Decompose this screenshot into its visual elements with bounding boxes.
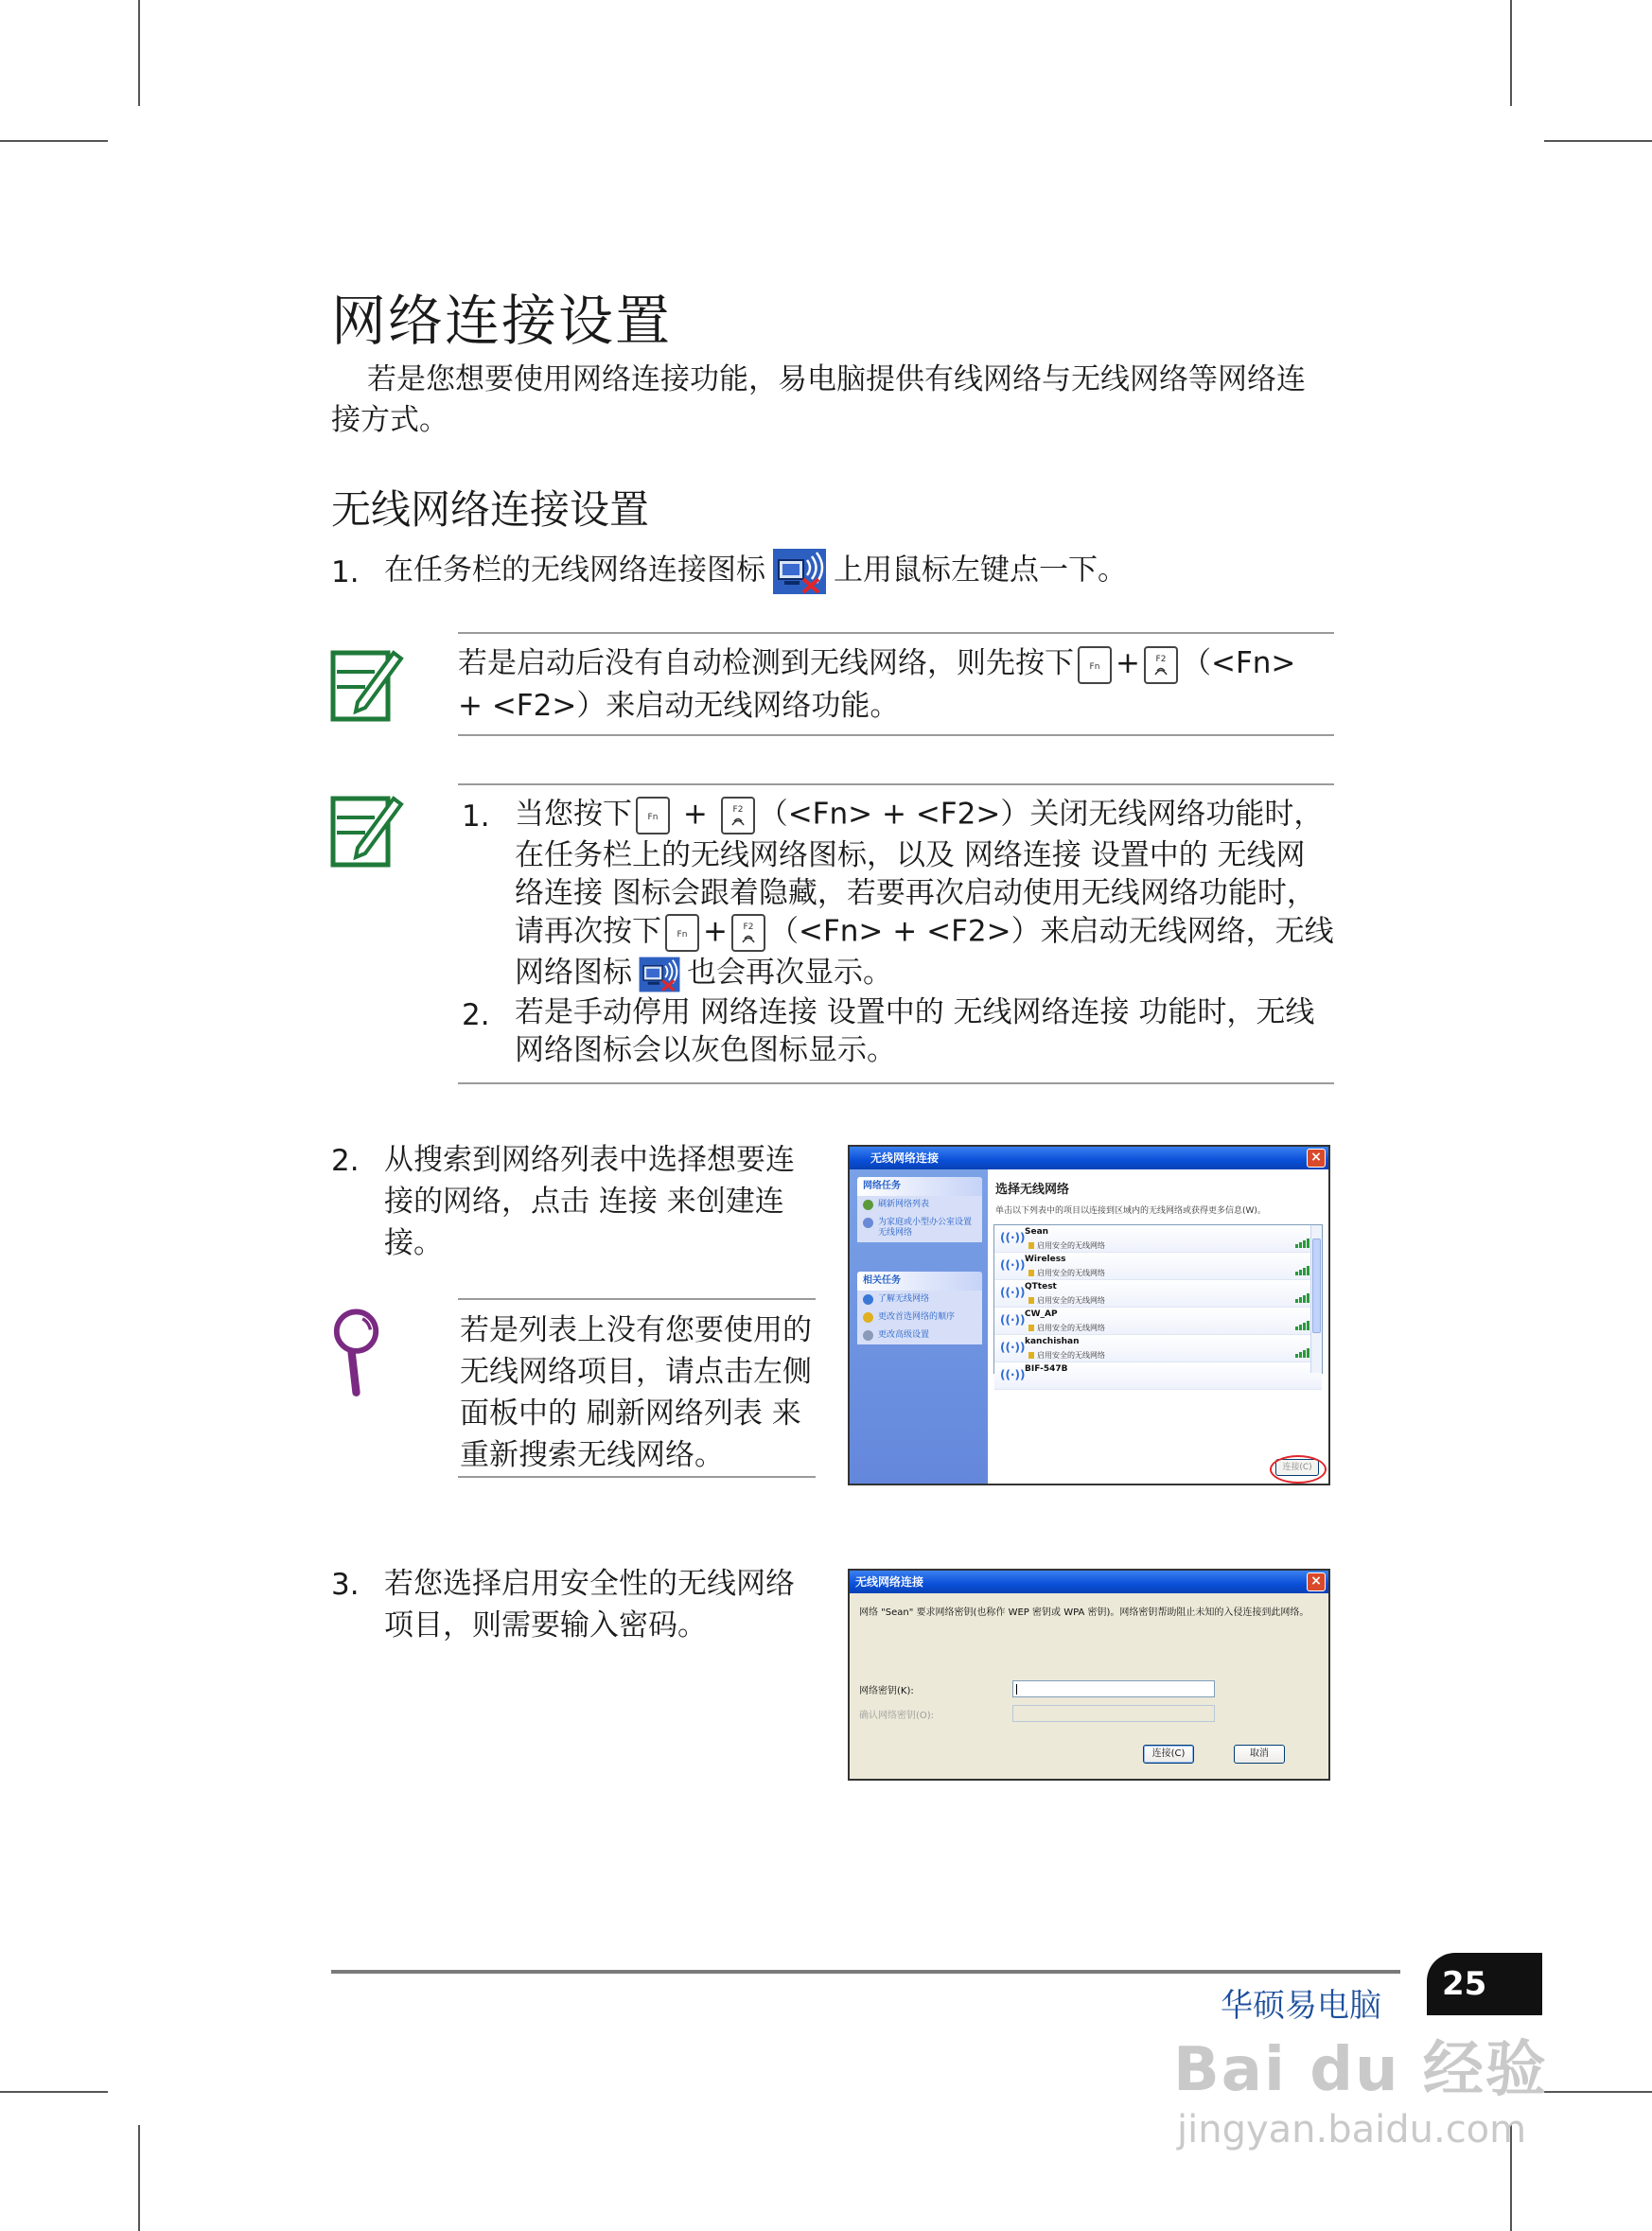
- network-name: kanchishan: [1025, 1337, 1080, 1346]
- list-item[interactable]: [994, 1362, 1322, 1390]
- fn-key-icon: [634, 795, 672, 836]
- f2-key-label: F2: [732, 805, 744, 815]
- fn-key-label: Fn: [647, 813, 659, 822]
- step3-text: [384, 1563, 838, 1646]
- note-rule-bottom: [458, 1082, 1334, 1084]
- learn-wireless-link[interactable]: [857, 1291, 982, 1309]
- step-number: 2.: [331, 1144, 360, 1178]
- note2-item1-number: 1.: [462, 799, 490, 834]
- antenna-icon: ((·)): [1000, 1341, 1026, 1354]
- refresh-network-list-link[interactable]: [857, 1196, 982, 1214]
- baidu-watermark-url: jingyan.baidu.com: [1177, 2108, 1527, 2152]
- note2-item1-g: 网络图标: [515, 956, 632, 990]
- note2-item2-text: [515, 993, 1338, 1069]
- connect-button[interactable]: 连接(C): [1143, 1745, 1194, 1764]
- security-label: 启用安全的无线网络: [1028, 1323, 1105, 1333]
- setup-label: 为家庭或小型办公室设置无线网络: [878, 1218, 973, 1238]
- refresh-label: 刷新网络列表: [878, 1200, 930, 1209]
- section-title: 无线网络连接设置: [331, 486, 650, 533]
- tip-line2: 无线网络项目，请点击左侧: [460, 1355, 812, 1389]
- note-rule-top: [458, 632, 1334, 634]
- setup-icon: [863, 1218, 873, 1228]
- note1-part3: + <F2>）来启动无线网络功能。: [458, 688, 900, 723]
- wireless-network-window-screenshot: [848, 1145, 1330, 1485]
- brand-name: 华硕易电脑: [1221, 1987, 1381, 2025]
- wireless-tray-icon: [638, 955, 681, 994]
- antenna-icon: ((·)): [1000, 1368, 1026, 1381]
- cancel-button[interactable]: 取消: [1234, 1745, 1285, 1764]
- order-label: 更改首选网络的顺序: [878, 1312, 956, 1322]
- crop-mark: [1544, 2091, 1652, 2093]
- note2-item1-f: （<Fn> + <F2>）来启动无线网络，无线: [768, 914, 1334, 949]
- step1-text: [384, 547, 1127, 596]
- step1-text-after: 上用鼠标左键点一下。: [834, 553, 1127, 588]
- note1-part2: （<Fn>: [1181, 646, 1296, 680]
- page-title: 网络连接设置: [331, 289, 673, 353]
- note2-item1-d: 络连接 图标会跟着隐藏，若要再次启动使用无线网络功能时，: [515, 876, 1316, 910]
- fn-key-label: Fn: [1089, 661, 1100, 672]
- related-tasks-panel: [857, 1272, 982, 1344]
- network-key-label: 网络密钥(K):: [859, 1686, 914, 1696]
- close-icon[interactable]: ×: [1307, 1572, 1326, 1591]
- note-rule-bottom: [458, 734, 1334, 736]
- confirm-key-input[interactable]: [1012, 1705, 1215, 1722]
- f2-key-icon: [719, 795, 757, 836]
- panel-heading: 相关任务: [857, 1272, 982, 1291]
- note2-item1-c: 在任务栏上的无线网络图标，以及 网络连接 设置中的 无线网: [515, 838, 1306, 872]
- note2-item1-a: 当您按下: [515, 797, 632, 832]
- baidu-watermark-logo: Bai du 经验: [1173, 2035, 1548, 2105]
- f2-key-icon: [1142, 644, 1180, 686]
- crop-mark: [0, 2091, 108, 2093]
- network-key-input[interactable]: [1012, 1680, 1215, 1697]
- fn-key-icon: [1076, 644, 1114, 686]
- tip-line4: 重新搜索无线网络。: [460, 1438, 724, 1472]
- note2-item1-text: [515, 795, 1338, 994]
- settings-icon: [863, 1330, 873, 1341]
- list-item[interactable]: [994, 1335, 1322, 1362]
- advanced-label: 更改高级设置: [878, 1330, 930, 1340]
- tip-rule-bottom: [458, 1476, 816, 1478]
- f2-key-label: F2: [743, 922, 754, 932]
- list-item[interactable]: [994, 1308, 1322, 1335]
- close-icon[interactable]: ×: [1307, 1149, 1326, 1168]
- step2-text: [384, 1139, 838, 1264]
- setup-wireless-link[interactable]: [857, 1214, 982, 1242]
- list-item[interactable]: [994, 1253, 1322, 1280]
- note1-part1: 若是启动后没有自动检测到无线网络，则先按下: [458, 646, 1074, 680]
- panel-heading: 网络任务: [857, 1177, 982, 1196]
- note2-item2-number: 2.: [462, 998, 490, 1032]
- antenna-icon: ((·)): [1000, 1286, 1026, 1299]
- network-name: CW_AP: [1025, 1309, 1058, 1319]
- choose-network-title: 选择无线网络: [995, 1183, 1070, 1197]
- network-key-dialog-screenshot: [848, 1569, 1330, 1781]
- step3-line1: 若您选择启用安全性的无线网络: [384, 1567, 795, 1601]
- network-list-area: [988, 1169, 1328, 1484]
- list-item[interactable]: [994, 1280, 1322, 1308]
- antenna-icon: ((·)): [1000, 1258, 1026, 1272]
- tip-text: [460, 1309, 819, 1476]
- list-item[interactable]: [994, 1225, 1322, 1253]
- f2-key-icon: [729, 912, 767, 954]
- network-name: QTtest: [1025, 1282, 1057, 1291]
- advanced-settings-link[interactable]: [857, 1326, 982, 1344]
- step-number: 1.: [331, 555, 360, 589]
- crop-mark: [138, 2125, 140, 2231]
- fn-key-label: Fn: [677, 930, 688, 940]
- task-sidebar: [850, 1169, 988, 1484]
- list-scrollbar[interactable]: [1310, 1225, 1322, 1373]
- dialog-body: [850, 1593, 1328, 1779]
- note2-item1-b: （<Fn> + <F2>）关闭无线网络功能时，: [758, 797, 1324, 832]
- plus-sign: +: [682, 797, 708, 832]
- crop-mark: [0, 140, 108, 142]
- change-order-link[interactable]: [857, 1309, 982, 1326]
- security-label: 启用安全的无线网络: [1028, 1268, 1105, 1278]
- antenna-icon: ((·)): [1000, 1313, 1026, 1326]
- magnifier-tip-icon: [331, 1302, 386, 1408]
- choose-network-desc: 单击以下列表中的项目以连接到区域内的无线网络或获得更多信息(W)。: [995, 1206, 1266, 1216]
- tip-line3: 面板中的 刷新网络列表 来: [460, 1397, 801, 1431]
- network-tasks-panel: [857, 1177, 982, 1242]
- confirm-key-label: 确认网络密钥(O):: [859, 1711, 935, 1721]
- connect-button[interactable]: 连接(C): [1275, 1459, 1319, 1476]
- tip-line1: 若是列表上没有您要使用的: [460, 1313, 812, 1347]
- wireless-tray-icon: [771, 547, 828, 596]
- window-title: 无线网络连接: [850, 1147, 1328, 1169]
- note2-item1-e: 请再次按下: [515, 914, 661, 949]
- refresh-icon: [863, 1200, 873, 1210]
- fn-key-icon: [663, 912, 701, 954]
- crop-mark: [1510, 0, 1512, 106]
- learn-label: 了解无线网络: [878, 1294, 930, 1304]
- text-cursor: [1016, 1684, 1017, 1695]
- page-number: 25: [1427, 1953, 1542, 2015]
- plus-sign: +: [703, 914, 728, 949]
- tip-rule-top: [458, 1298, 816, 1300]
- note-pencil-icon: [329, 640, 405, 727]
- dialog-message: 网络 "Sean" 要求网络密钥(也称作 WEP 密钥或 WPA 密钥)。网络密钥帮助阻止未知的入侵连接到此网络。: [859, 1607, 1309, 1618]
- note2-item2-a: 若是手动停用 网络连接 设置中的 无线网络连接 功能时，无线: [515, 995, 1315, 1029]
- security-label: 启用安全的无线网络: [1028, 1240, 1105, 1251]
- network-list[interactable]: [993, 1224, 1323, 1381]
- note-rule-top: [458, 783, 1334, 785]
- scroll-thumb[interactable]: [1312, 1238, 1321, 1333]
- dialog-title: 无线网络连接: [850, 1571, 1328, 1593]
- info-icon: [863, 1294, 873, 1305]
- plus-sign: +: [1116, 646, 1140, 680]
- intro-paragraph: 若是您想要使用网络连接功能，易电脑提供有线网络与无线网络等网络连接方式。: [331, 362, 1306, 437]
- network-name: Wireless: [1025, 1255, 1066, 1264]
- crop-mark: [138, 0, 140, 106]
- highlight-circle: [1270, 1455, 1327, 1484]
- security-label: 启用安全的无线网络: [1028, 1350, 1105, 1361]
- footer-rule: [331, 1970, 1400, 1974]
- crop-mark: [1544, 140, 1652, 142]
- step3-line2: 项目，则需要输入密码。: [384, 1608, 707, 1643]
- network-name: Sean: [1025, 1227, 1049, 1237]
- note2-item2-b: 网络图标会以灰色图标显示。: [515, 1033, 896, 1067]
- f2-key-label: F2: [1155, 654, 1167, 664]
- star-icon: [863, 1312, 873, 1323]
- note2-item1-h: 也会再次显示。: [687, 956, 892, 990]
- step2-line3: 接。: [384, 1226, 443, 1260]
- step1-text-before: 在任务栏的无线网络连接图标: [384, 553, 765, 588]
- step2-line1: 从搜索到网络列表中选择想要连: [384, 1143, 795, 1177]
- note1-text: [458, 643, 1338, 727]
- note-pencil-icon: [329, 785, 405, 872]
- security-label: 启用安全的无线网络: [1028, 1295, 1105, 1306]
- antenna-icon: ((·)): [1000, 1231, 1026, 1244]
- step-number: 3.: [331, 1568, 360, 1602]
- step2-line2: 接的网络，点击 连接 来创建连: [384, 1185, 784, 1219]
- network-name: BIF-547B: [1025, 1364, 1068, 1374]
